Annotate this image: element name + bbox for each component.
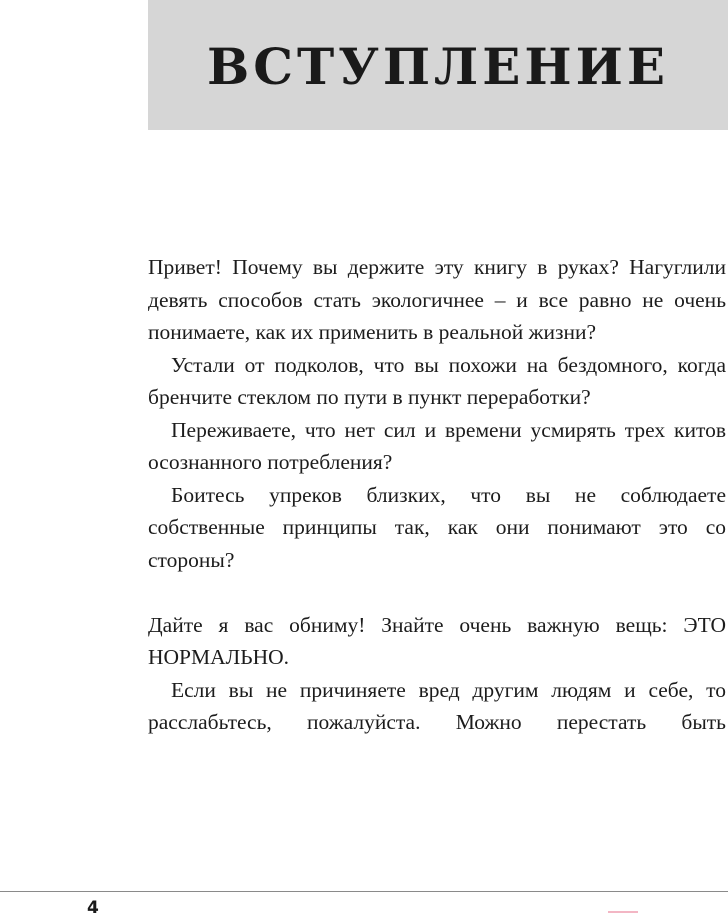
paragraph-reproach: Боитесь упреков близких, что вы не соблюдаете собственные принципы так, как они понимают это со стороны?: [148, 482, 726, 572]
chapter-body: [148, 251, 726, 739]
chapter-title: ВСТУПЛЕНИЕ: [207, 37, 669, 96]
paragraph-worry: Переживаете, что нет сил и времени усмирять трех китов осознанного потребления?: [148, 417, 726, 474]
paragraph-teasing: Устали от подколов, что вы похожи на бездомного, когда бренчите стеклом по пути в пункт переработки?: [148, 352, 726, 409]
edge-mark: [608, 911, 638, 913]
paragraph-hug: Дайте я вас обниму! Знайте очень важную вещь: ЭТО НОРМАЛЬНО.: [148, 612, 726, 669]
footer-divider: [0, 891, 728, 892]
paragraph-relax: Если вы не причиняете вред другим людям и себе, то расслабьтесь, пожалуйста. Можно перестать быть: [148, 677, 726, 734]
page-number: 4: [87, 898, 99, 918]
chapter-title-band: [148, 0, 728, 130]
paragraph-greeting: Привет! Почему вы держите эту книгу в руках? Нагуглили девять способов стать экологичнее – и все равно не очень понимаете, как их применить в реальной жизни?: [148, 255, 726, 344]
